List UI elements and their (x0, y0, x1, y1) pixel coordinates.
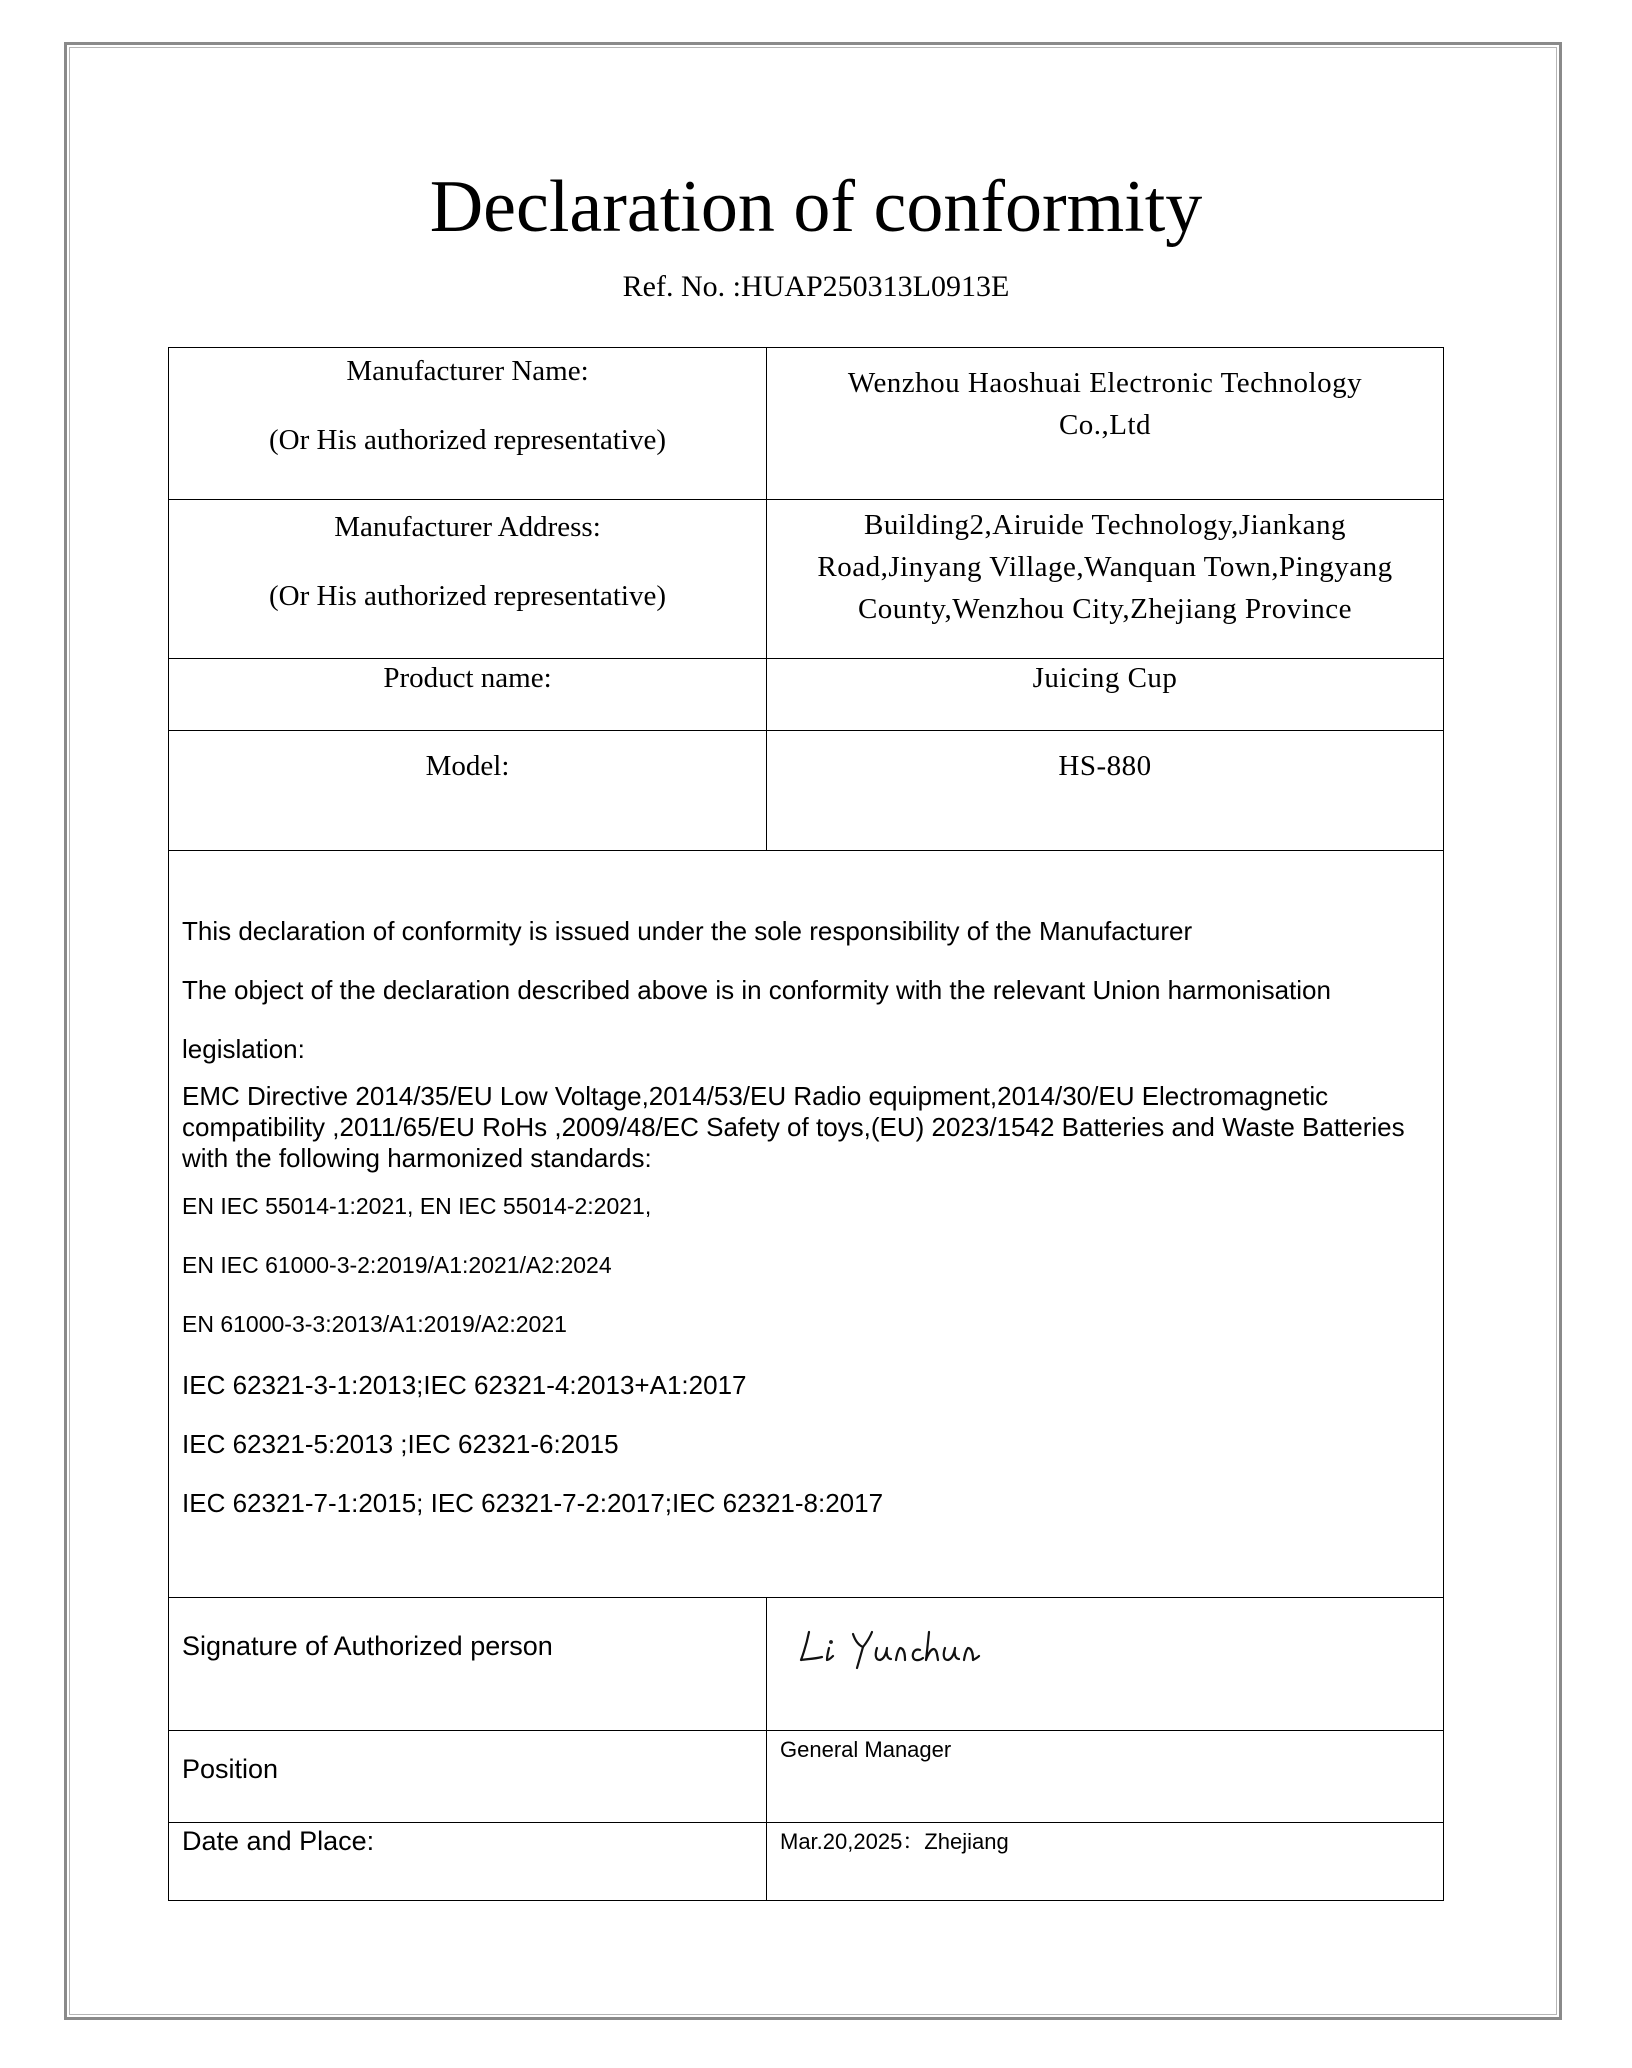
row-position (169, 1731, 1444, 1823)
reference-number (0, 272, 1632, 302)
signature-label: Signature of Authorized person (169, 1598, 767, 1731)
position-label: Position (169, 1731, 767, 1823)
standard-line-5: IEC 62321-5:2013 ;IEC 62321-6:2015 (182, 1429, 619, 1459)
manufacturer-address-label: Manufacturer Address: (334, 511, 601, 543)
manufacturer-address-value-cell (767, 500, 1444, 659)
ref-label: Ref. No. : (622, 270, 741, 303)
ref-value: HUAP250313L0913E (740, 270, 1010, 303)
row-model (169, 731, 1444, 851)
date-place-label: Date and Place: (169, 1823, 767, 1901)
manufacturer-address-value: Building2,Airuide Technology,Jiankang Road,Jinyang Village,Wanquan Town,Pingyang County,Wenzhou City,Zhejiang Province (817, 509, 1393, 626)
standard-line-6: IEC 62321-7-1:2015; IEC 62321-7-2:2017;IEC 62321-8:2017 (182, 1488, 884, 1518)
document-title: Declaration of conformity (429, 166, 1203, 248)
manufacturer-name-value: Wenzhou Haoshuai Electronic Technology Co.,Ltd (847, 367, 1363, 442)
declaration-line-2: The object of the declaration described above is in conformity with the relevant Union harmonisation (182, 975, 1331, 1005)
declaration-line-1: This declaration of conformity is issued under the sole responsibility of the Manufacturer (182, 916, 1193, 946)
manufacturer-name-sub-label: (Or His authorized representative) (269, 423, 666, 456)
manufacturer-address-sub-label: (Or His authorized representative) (269, 579, 666, 612)
row-product-name (169, 659, 1444, 731)
row-manufacturer-name (169, 348, 1444, 500)
declaration-table (168, 347, 1444, 1901)
manufacturer-name-value-cell (767, 348, 1444, 500)
standard-line-4: IEC 62321-3-1:2013;IEC 62321-4:2013+A1:2017 (182, 1370, 747, 1400)
directives-paragraph: EMC Directive 2014/35/EU Low Voltage,2014/53/EU Radio equipment,2014/30/EU Electromagnetic compatibility ,2011/65/EU RoHs ,2009/48/EC Safety of toys,(EU) 2023/1542 Batteries and Waste Batteries with the following harmonized standards: (182, 1081, 1405, 1173)
declaration-line-3: legislation: (182, 1034, 305, 1064)
declaration-body (169, 851, 1444, 1598)
model-label-cell (169, 731, 767, 851)
manufacturer-name-label-cell (169, 348, 767, 500)
row-declaration (169, 851, 1444, 1598)
product-name-label-cell (169, 659, 767, 731)
date-place-value: Mar.20,2025：Zhejiang (767, 1823, 1444, 1901)
position-value: General Manager (767, 1731, 1444, 1823)
standard-line-2: EN IEC 61000-3-2:2019/A1:2021/A2:2024 (182, 1252, 612, 1278)
model-value: HS-880 (767, 731, 1444, 851)
manufacturer-name-label: Manufacturer Name: (346, 355, 589, 387)
signature-cell (767, 1598, 1444, 1731)
manufacturer-address-label-cell (169, 500, 767, 659)
standard-line-1: EN IEC 55014-1:2021, EN IEC 55014-2:2021, (182, 1193, 652, 1219)
row-date-place (169, 1823, 1444, 1901)
row-signature (169, 1598, 1444, 1731)
row-manufacturer-address (169, 500, 1444, 659)
model-label: Model: (425, 750, 510, 782)
product-name-value: Juicing Cup (767, 659, 1444, 731)
standard-line-3: EN 61000-3-3:2013/A1:2019/A2:2021 (182, 1311, 567, 1337)
signature-image (795, 1626, 1015, 1670)
product-name-label: Product name: (383, 662, 552, 694)
